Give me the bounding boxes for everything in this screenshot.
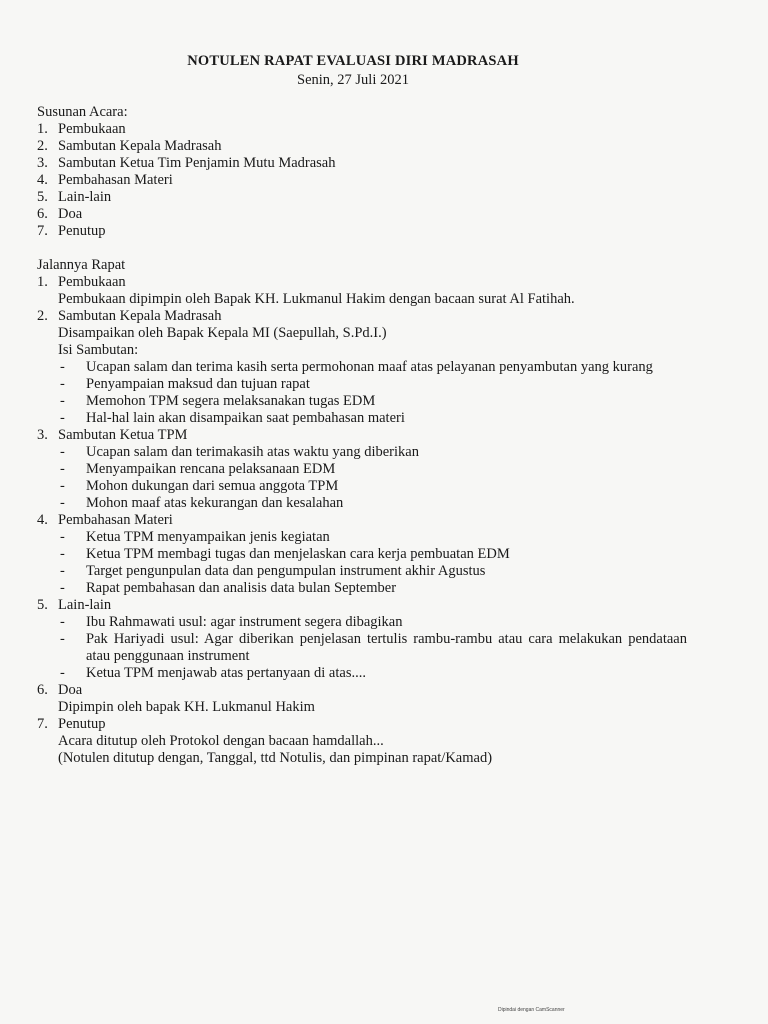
bullet-list	[58, 614, 687, 682]
section-text: Acara ditutup oleh Protokol dengan bacaan hamdallah...	[58, 733, 384, 749]
document-title: NOTULEN RAPAT EVALUASI DIRI MADRASAH	[187, 53, 519, 69]
list-item: - Ketua TPM menyampaikan jenis kegiatan	[60, 529, 330, 545]
list-item: - Pak Hariyadi usul: Agar diberikan penjelasan tertulis rambu-rambu atau cara melakukan pendataan atau penggunaan instrument	[60, 631, 687, 664]
proceedings-section-tpm-speech: 3. Sambutan Ketua TPM - Ucapan salam dan terimakasih atas waktu yang diberikan - Menyampaikan rencana pelaksanaan EDM - Mohon dukungan dari semua anggota TPM - Mohon maaf atas kekurangan dan kesalahan	[37, 427, 687, 512]
agenda-item: 6. Doa	[37, 206, 83, 222]
agenda-item: 3. Sambutan Ketua Tim Penjamin Mutu Madrasah	[37, 155, 336, 171]
bullet-list	[58, 359, 687, 427]
section-title: Lain-lain	[58, 597, 112, 613]
section-title: Sambutan Ketua TPM	[58, 427, 188, 443]
section-text: Dipimpin oleh bapak KH. Lukmanul Hakim	[58, 699, 315, 715]
proceedings-section-discussion: 4. Pembahasan Materi - Ketua TPM menyampaikan jenis kegiatan - Ketua TPM membagi tugas dan menjelaskan cara kerja pembuatan EDM - Target pengunpulan data dan pengumpulan instrument akhir Agustus - Rapat pembahasan dan analisis data bulan September	[37, 512, 687, 597]
section-text: Isi Sambutan:	[58, 342, 139, 358]
section-title: Pembukaan	[58, 274, 126, 290]
list-item: - Hal-hal lain akan disampaikan saat pembahasan materi	[60, 410, 405, 426]
section-title: Sambutan Kepala Madrasah	[58, 308, 222, 324]
list-item: - Memohon TPM segera melaksanakan tugas EDM	[60, 393, 376, 409]
section-text: Disampaikan oleh Bapak Kepala MI (Saepullah, S.Pd.I.)	[58, 325, 387, 341]
proceedings-section-opening: 1. Pembukaan Pembukaan dipimpin oleh Bapak KH. Lukmanul Hakim dengan bacaan surat Al Fatihah.	[37, 274, 687, 308]
proceedings-list	[37, 274, 687, 767]
bullet-list	[58, 529, 687, 597]
document-date: Senin, 27 Juli 2021	[297, 72, 409, 88]
list-item: - Ketua TPM membagi tugas dan menjelaskan cara kerja pembuatan EDM	[60, 546, 510, 562]
proceedings-section-headmaster-speech: 2. Sambutan Kepala Madrasah Disampaikan oleh Bapak Kepala MI (Saepullah, S.Pd.I.) Isi Sambutan: - Ucapan salam dan terima kasih serta permohonan maaf atas pelayanan penyambutan yang kurang - Penyampaian maksud dan tujuan rapat - Memohon TPM segera melaksanakan tugas EDM - Hal-hal lain akan disampaikan saat pembahasan materi	[37, 308, 687, 427]
list-item: - Ucapan salam dan terima kasih serta permohonan maaf atas pelayanan penyambutan yang kurang	[60, 359, 653, 375]
agenda-item: 5. Lain-lain	[37, 189, 112, 205]
section-title: Penutup	[58, 716, 106, 732]
agenda-item: 4. Pembahasan Materi	[37, 172, 173, 188]
list-item: - Menyampaikan rencana pelaksanaan EDM	[60, 461, 336, 477]
bullet-list	[58, 444, 687, 512]
list-item: - Target pengunpulan data dan pengumpulan instrument akhir Agustus	[60, 563, 486, 579]
list-item: - Ucapan salam dan terimakasih atas waktu yang diberikan	[60, 444, 419, 460]
agenda-item: 2. Sambutan Kepala Madrasah	[37, 138, 222, 154]
agenda-heading: Susunan Acara:	[37, 104, 128, 120]
section-title: Doa	[58, 682, 83, 698]
list-item: - Ibu Rahmawati usul: agar instrument segera dibagikan	[60, 614, 403, 630]
list-item: - Ketua TPM menjawab atas pertanyaan di atas....	[60, 665, 366, 681]
section-text: Pembukaan dipimpin oleh Bapak KH. Lukmanul Hakim dengan bacaan surat Al Fatihah.	[58, 291, 575, 307]
proceedings-heading: Jalannya Rapat	[37, 257, 126, 273]
section-title: Pembahasan Materi	[58, 512, 173, 528]
agenda-item: 7. Penutup	[37, 223, 106, 239]
scanner-watermark: Dipindai dengan CamScanner	[498, 1007, 565, 1013]
agenda-list	[37, 121, 687, 240]
proceedings-section-closing: 7. Penutup Acara ditutup oleh Protokol dengan bacaan hamdallah... (Notulen ditutup dengan, Tanggal, ttd Notulis, dan pimpinan rapat/Kamad)	[37, 716, 687, 767]
list-item: - Penyampaian maksud dan tujuan rapat	[60, 376, 310, 392]
proceedings-section-prayer: 6. Doa Dipimpin oleh bapak KH. Lukmanul Hakim	[37, 682, 687, 716]
document-body	[37, 104, 687, 767]
list-item: - Mohon dukungan dari semua anggota TPM	[60, 478, 339, 494]
proceedings-section-others: 5. Lain-lain - Ibu Rahmawati usul: agar instrument segera dibagikan - Pak Hariyadi usul: Agar diberikan penjelasan tertulis rambu-rambu atau cara melakukan pendataan atau penggunaan instrument - Ketua TPM menjawab atas pertanyaan di atas....	[37, 597, 687, 681]
section-text: (Notulen ditutup dengan, Tanggal, ttd Notulis, dan pimpinan rapat/Kamad)	[58, 750, 493, 766]
list-item: - Mohon maaf atas kekurangan dan kesalahan	[60, 495, 344, 511]
list-item: - Rapat pembahasan dan analisis data bulan September	[60, 580, 397, 596]
agenda-item: 1. Pembukaan	[37, 121, 126, 137]
